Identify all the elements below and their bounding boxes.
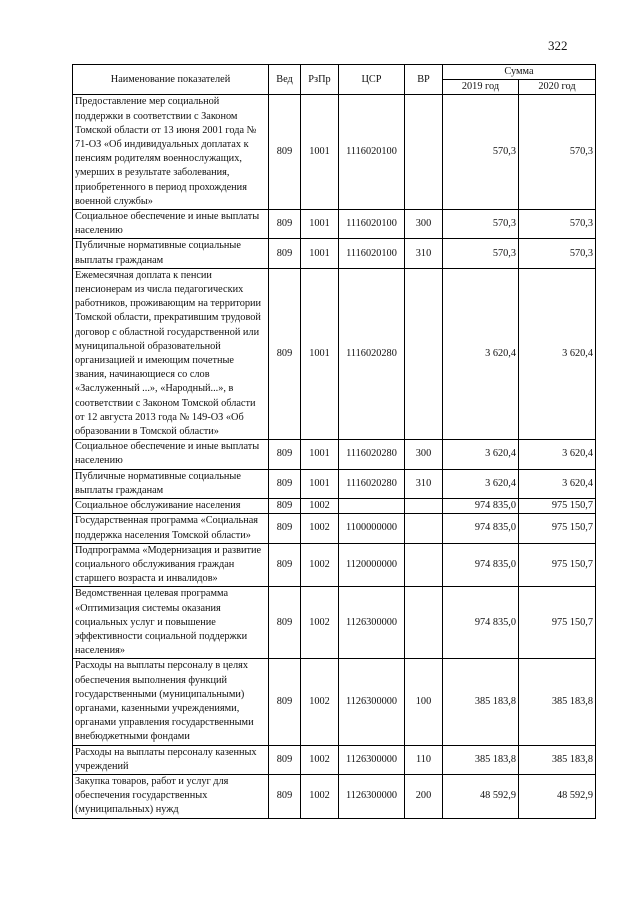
cell-csr: 1116020280 [339, 469, 405, 498]
cell-rzpr: 1002 [301, 499, 339, 514]
cell-rzpr: 1002 [301, 745, 339, 774]
cell-ved: 809 [269, 268, 301, 439]
cell-y2020: 975 150,7 [519, 587, 596, 659]
table-row [73, 543, 596, 587]
cell-rzpr: 1002 [301, 587, 339, 659]
cell-vr: 300 [405, 210, 443, 239]
header-vr: ВР [405, 65, 443, 95]
header-rzpr: РзПр [301, 65, 339, 95]
cell-csr: 1126300000 [339, 745, 405, 774]
table-row [73, 210, 596, 239]
page-number: 322 [548, 38, 568, 53]
cell-csr: 1116020100 [339, 210, 405, 239]
cell-vr: 110 [405, 745, 443, 774]
cell-y2019: 48 592,9 [443, 774, 519, 818]
cell-csr: 1100000000 [339, 514, 405, 543]
budget-table [72, 64, 596, 819]
cell-ved: 809 [269, 543, 301, 587]
cell-rzpr: 1002 [301, 659, 339, 745]
cell-ved: 809 [269, 210, 301, 239]
cell-vr: 100 [405, 659, 443, 745]
cell-y2019: 974 835,0 [443, 499, 519, 514]
cell-name: Закупка товаров, работ и услуг для обеспечения государственных (муниципальных) нужд [73, 774, 269, 818]
cell-rzpr: 1001 [301, 95, 339, 210]
cell-rzpr: 1002 [301, 514, 339, 543]
header-name: Наименование показателей [73, 65, 269, 95]
table-row [73, 499, 596, 514]
cell-ved: 809 [269, 440, 301, 469]
cell-csr: 1126300000 [339, 587, 405, 659]
cell-name: Расходы на выплаты персоналу в целях обеспечения выполнения функций государственными (муниципальными) органами, казенными учреждениями, органами управления государственными внебюджетными фондами [73, 659, 269, 745]
cell-y2019: 385 183,8 [443, 745, 519, 774]
cell-y2019: 3 620,4 [443, 268, 519, 439]
cell-ved: 809 [269, 469, 301, 498]
cell-name: Публичные нормативные социальные выплаты гражданам [73, 469, 269, 498]
cell-ved: 809 [269, 745, 301, 774]
table-row [73, 469, 596, 498]
cell-y2020: 570,3 [519, 210, 596, 239]
cell-csr: 1116020100 [339, 239, 405, 268]
cell-rzpr: 1001 [301, 239, 339, 268]
cell-vr: 310 [405, 469, 443, 498]
table-row [73, 659, 596, 745]
cell-y2019: 570,3 [443, 95, 519, 210]
cell-y2019: 3 620,4 [443, 440, 519, 469]
table-row [73, 514, 596, 543]
cell-name: Социальное обеспечение и иные выплаты населению [73, 440, 269, 469]
cell-csr: 1116020280 [339, 440, 405, 469]
cell-name: Предоставление мер социальной поддержки в соответствии с Законом Томской области от 13 июня 2001 года № 71-ОЗ «Об индивидуальных доплатах к пенсиям родителям военнослужащих, умерших в результате заболевания, приобретенного в период прохождения военной службы» [73, 95, 269, 210]
cell-y2019: 3 620,4 [443, 469, 519, 498]
cell-y2019: 385 183,8 [443, 659, 519, 745]
cell-name: Подпрограмма «Модернизация и развитие социального обслуживания граждан старшего возраста и инвалидов» [73, 543, 269, 587]
cell-rzpr: 1002 [301, 543, 339, 587]
cell-y2020: 3 620,4 [519, 469, 596, 498]
cell-rzpr: 1001 [301, 268, 339, 439]
cell-vr [405, 587, 443, 659]
cell-csr: 1116020280 [339, 268, 405, 439]
header-sum: Сумма [443, 65, 596, 80]
cell-y2020: 385 183,8 [519, 745, 596, 774]
cell-ved: 809 [269, 774, 301, 818]
header-2020: 2020 год [519, 80, 596, 95]
cell-name: Государственная программа «Социальная поддержка населения Томской области» [73, 514, 269, 543]
cell-vr: 300 [405, 440, 443, 469]
cell-name: Ведомственная целевая программа «Оптимизация системы оказания социальных услуг и повышение эффективности социальной поддержки населения» [73, 587, 269, 659]
cell-y2019: 570,3 [443, 239, 519, 268]
cell-csr: 1116020100 [339, 95, 405, 210]
cell-vr: 310 [405, 239, 443, 268]
cell-vr [405, 543, 443, 587]
cell-y2020: 48 592,9 [519, 774, 596, 818]
cell-y2019: 974 835,0 [443, 514, 519, 543]
cell-y2019: 570,3 [443, 210, 519, 239]
header-csr: ЦСР [339, 65, 405, 95]
header-2019: 2019 год [443, 80, 519, 95]
cell-rzpr: 1002 [301, 774, 339, 818]
cell-name: Публичные нормативные социальные выплаты гражданам [73, 239, 269, 268]
cell-ved: 809 [269, 499, 301, 514]
cell-csr: 1126300000 [339, 659, 405, 745]
header-ved: Вед [269, 65, 301, 95]
cell-rzpr: 1001 [301, 210, 339, 239]
cell-name: Ежемесячная доплата к пенсии пенсионерам из числа педагогических работников, проживающим на территории Томской области, прекратившим трудовой договор с областной государственной или муниципальной образовательной организацией и имеющим почетные звания, начинающиеся со слов «Заслуженный ...», «Народный...», в соответствии с Законом Томской области от 12 августа 2013 года № 149-ОЗ «Об образовании в Томской области» [73, 268, 269, 439]
cell-ved: 809 [269, 587, 301, 659]
cell-csr: 1120000000 [339, 543, 405, 587]
table-row [73, 95, 596, 210]
table-row [73, 587, 596, 659]
cell-vr [405, 268, 443, 439]
cell-ved: 809 [269, 239, 301, 268]
cell-y2020: 570,3 [519, 95, 596, 210]
cell-name: Социальное обеспечение и иные выплаты населению [73, 210, 269, 239]
cell-y2020: 975 150,7 [519, 543, 596, 587]
table-row [73, 774, 596, 818]
table-row [73, 440, 596, 469]
cell-y2020: 975 150,7 [519, 514, 596, 543]
table-row [73, 239, 596, 268]
cell-y2020: 385 183,8 [519, 659, 596, 745]
cell-y2019: 974 835,0 [443, 543, 519, 587]
cell-name: Социальное обслуживание населения [73, 499, 269, 514]
cell-y2020: 570,3 [519, 239, 596, 268]
cell-vr [405, 514, 443, 543]
cell-csr [339, 499, 405, 514]
cell-vr [405, 95, 443, 210]
cell-rzpr: 1001 [301, 440, 339, 469]
cell-rzpr: 1001 [301, 469, 339, 498]
cell-y2020: 975 150,7 [519, 499, 596, 514]
table-row [73, 745, 596, 774]
cell-ved: 809 [269, 95, 301, 210]
table-row [73, 268, 596, 439]
cell-vr [405, 499, 443, 514]
cell-y2020: 3 620,4 [519, 268, 596, 439]
cell-y2019: 974 835,0 [443, 587, 519, 659]
cell-vr: 200 [405, 774, 443, 818]
cell-ved: 809 [269, 659, 301, 745]
cell-name: Расходы на выплаты персоналу казенных учреждений [73, 745, 269, 774]
cell-y2020: 3 620,4 [519, 440, 596, 469]
cell-csr: 1126300000 [339, 774, 405, 818]
cell-ved: 809 [269, 514, 301, 543]
